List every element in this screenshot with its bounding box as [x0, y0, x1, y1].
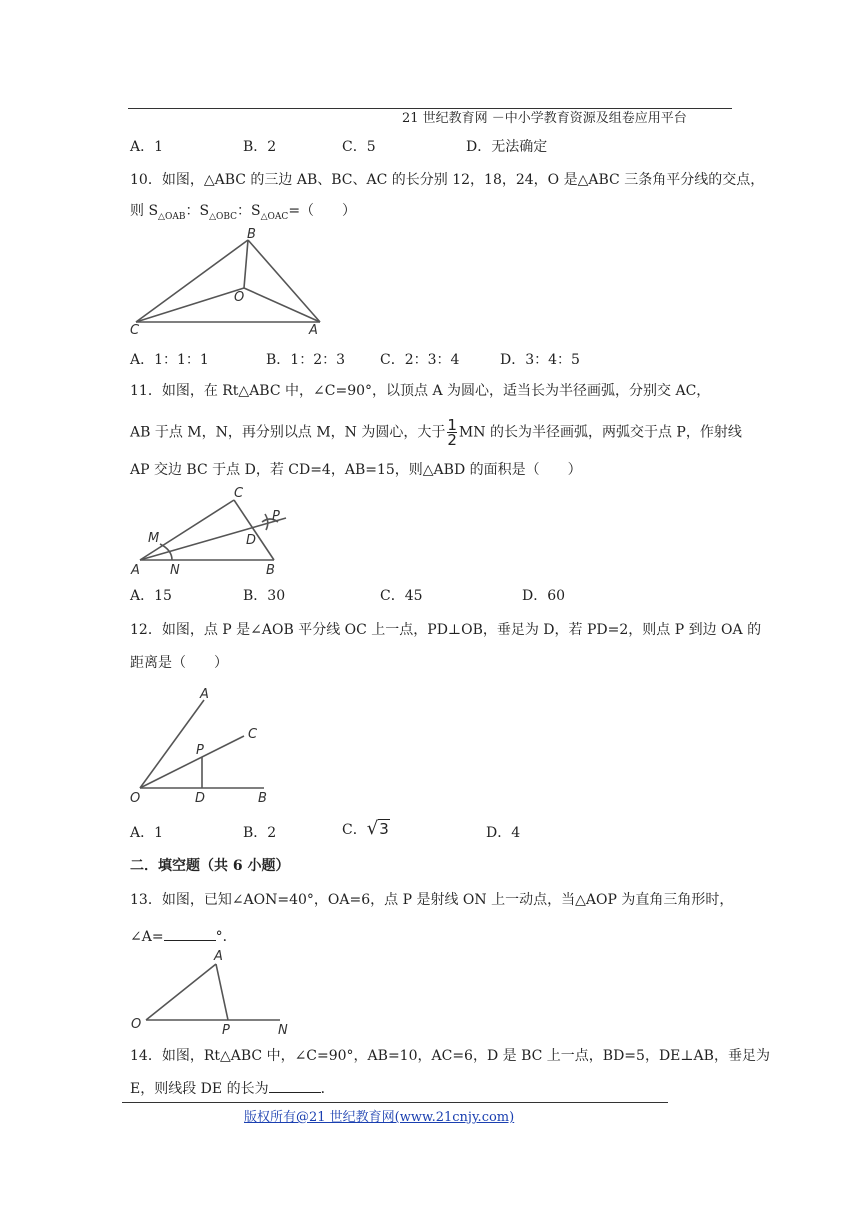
q10-line2-suffix: =（ ）	[288, 203, 357, 219]
q11-line2-part2: MN 的长为半径画弧，两弧交于点 P，作射线	[458, 424, 742, 441]
q11-ray-ap	[140, 518, 286, 560]
q11-side-cb	[234, 500, 274, 560]
q11-arc-p1	[265, 514, 268, 530]
q11-option-a: A．15	[130, 588, 172, 604]
q13-line2	[130, 926, 237, 947]
q11-line1: 11．如图，在 Rt△ABC 中，∠C=90°，以顶点 A 为圆心，适当长为半径画弧，分别交 AC，	[130, 383, 711, 399]
q12-label-o: O	[130, 791, 141, 806]
footer-link-text[interactable]: 版权所有@21 世纪教育网(www.21cnjy.com)	[244, 1110, 515, 1125]
q14-answer-blank[interactable]	[269, 1078, 321, 1093]
q10-line2-prefix: 则 S	[130, 203, 159, 219]
q13-label-p: P	[222, 1023, 230, 1036]
q11-fraction-numerator: 1	[447, 416, 457, 434]
q11-line2	[130, 418, 742, 447]
q11-label-a: A	[131, 563, 140, 578]
q13-line1: 13．如图，已知∠AON=40°，OA=6，点 P 是射线 ON 上一动点，当△AOP 为直角三角形时，	[130, 892, 734, 908]
q13-segment-ap	[216, 964, 228, 1020]
q10-figure	[128, 226, 328, 338]
q11-option-c: C．45	[380, 588, 423, 604]
q10-label-b: B	[247, 227, 256, 242]
q10-sub-oab: △OAB	[158, 211, 186, 222]
header-site-text: 21 世纪教育网 －中小学教育资源及组卷应用平台	[402, 111, 687, 126]
q12-option-b: B．2	[243, 825, 277, 841]
q13-label-a: A	[214, 949, 223, 964]
q10-label-a: A	[309, 323, 318, 338]
q9-option-a: A．1	[130, 139, 164, 155]
q9-option-b: B．2	[243, 139, 277, 155]
q11-option-d: D．60	[522, 588, 566, 604]
q11-fraction	[447, 418, 457, 447]
footer-copyright-link[interactable]	[244, 1108, 514, 1128]
q11-label-n: N	[170, 563, 180, 578]
q12-label-a: A	[200, 687, 209, 702]
q11-label-d: D	[246, 533, 257, 548]
q14-line2-prefix: E，则线段 DE 的长为	[130, 1081, 269, 1097]
q11-label-b: B	[266, 563, 275, 578]
q12-option-d: D．4	[486, 825, 521, 841]
q13-label-o: O	[131, 1017, 142, 1032]
q12-label-d: D	[195, 791, 206, 806]
q10-label-c: C	[130, 323, 140, 338]
q10-side-cb	[136, 240, 248, 322]
q12-line1: 12．如图，点 P 是∠AOB 平分线 OC 上一点，PD⊥OB，垂足为 D，若 PD=2，则点 P 到边 OA 的	[130, 622, 762, 638]
q11-label-m: M	[148, 531, 160, 546]
q11-line3: AP 交边 BC 于点 D，若 CD=4，AB=15，则△ABD 的面积是（ ）	[130, 462, 582, 478]
q10-option-d: D．3：4：5	[500, 352, 580, 368]
q11-fraction-denominator: 2	[447, 431, 457, 449]
q12-label-p: P	[196, 743, 204, 758]
q10-option-b: B．1：2：3	[266, 352, 346, 368]
q12-label-b: B	[258, 791, 267, 806]
q10-segment-bo	[244, 240, 248, 288]
q11-label-p: P	[272, 509, 280, 524]
q10-line1: 10．如图，△ABC 的三边 AB、BC、AC 的长分别 12，18，24，O 是△ABC 三条角平分线的交点，	[130, 172, 765, 188]
q13-segment-oa	[146, 964, 216, 1020]
q13-figure	[128, 946, 298, 1036]
q11-option-b: B．30	[243, 588, 286, 604]
q10-line2	[130, 201, 356, 227]
q12-label-c: C	[248, 727, 258, 742]
q9-option-d: D．无法确定	[466, 139, 548, 155]
q13-line2-prefix: ∠A=	[130, 929, 164, 945]
q11-label-c: C	[234, 486, 244, 501]
q10-option-c: C．2：3：4	[380, 352, 460, 368]
q12-option-c-label: C．	[342, 822, 367, 838]
section-fill-in-title: 二．填空题（共 6 小题）	[130, 858, 290, 874]
q12-option-c	[342, 818, 390, 839]
q11-figure	[128, 484, 298, 580]
q10-segment-oc	[136, 288, 244, 322]
q14-line2	[130, 1078, 335, 1099]
q12-sqrt-symbol: √3	[366, 818, 389, 839]
q10-sub-obc: △OBC	[209, 211, 238, 222]
q12-ray-oc	[140, 736, 244, 788]
q13-label-n: N	[278, 1023, 288, 1036]
footer-rule	[122, 1102, 668, 1103]
q14-line1: 14．如图，Rt△ABC 中，∠C=90°，AB=10，AC=6，D 是 BC 上一点，BD=5，DE⊥AB，垂足为	[130, 1048, 770, 1064]
q12-ray-oa	[140, 700, 204, 788]
q11-side-ac	[140, 500, 234, 560]
q9-option-c: C．5	[342, 139, 376, 155]
q10-option-a: A．1：1：1	[130, 352, 209, 368]
q12-figure	[128, 684, 278, 806]
q10-segment-oa	[244, 288, 320, 322]
q10-sep1: ：S	[185, 203, 210, 219]
q12-line2: 距离是（ ）	[130, 655, 228, 671]
q11-line2-part1: AB 于点 M，N，再分别以点 M，N 为圆心，大于	[130, 424, 446, 441]
q10-sep2: ：S	[237, 203, 261, 219]
q13-line2-suffix: °．	[215, 929, 237, 945]
q10-side-ba	[248, 240, 320, 322]
q12-sqrt-radicand: 3	[379, 820, 389, 838]
q13-answer-blank[interactable]	[164, 926, 216, 941]
q12-option-a: A．1	[130, 825, 164, 841]
q14-line2-suffix: ．	[320, 1081, 335, 1097]
q10-sub-oac: △OAC	[260, 211, 289, 222]
q10-label-o: O	[234, 290, 245, 305]
